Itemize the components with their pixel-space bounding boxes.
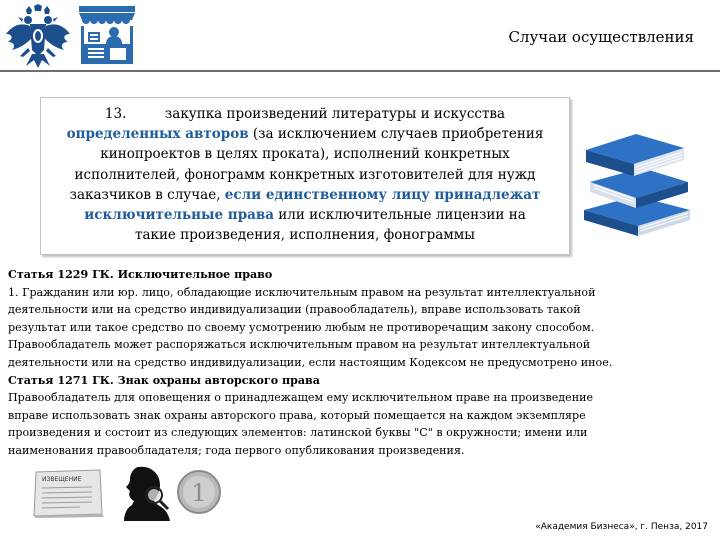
case-line-1: 13. закупка произведений литературы и искусства <box>41 104 569 124</box>
kiosk-icon <box>76 4 138 66</box>
person-silhouette-image <box>118 465 172 521</box>
coin-image <box>176 468 222 516</box>
article-1229-heading: Статья 1229 ГК. Исключительное право <box>8 268 273 281</box>
case-line-5: заказчиков в случае, если единственному лицу принадлежат <box>69 186 541 203</box>
coin-value: 1 <box>191 479 207 507</box>
case-line-4: исполнителей, фонограмм конкретных изготовителей для нужд <box>74 166 536 183</box>
article-1229-line: результат или такое средство по своему усмотрению любым не противоречащим закону способом. <box>8 320 595 334</box>
article-1271-line: вправе использовать знак охраны авторского права, который помещается на каждом экземпляре <box>8 408 586 422</box>
header-divider <box>0 70 720 72</box>
notice-label: ИЗВЕЩЕНИЕ <box>42 476 82 483</box>
case-box <box>40 97 570 255</box>
case-line-6: исключительные права или исключительные лицензии на <box>84 207 526 224</box>
case-line-7: такие произведения, исполнения, фонограммы <box>134 227 476 244</box>
books-icon <box>576 112 696 242</box>
highlight-exclusive-rights: если единственному лицу принадлежат <box>224 186 541 203</box>
article-1271-line: произведения и состоит из следующих элементов: латинской буквы "С" в окружности; имени или <box>8 426 588 440</box>
case-number: 13. <box>104 106 127 122</box>
highlight-specific-authors: определенных авторов <box>66 126 249 143</box>
highlight-exclusive-rights-2: исключительные права <box>84 207 275 224</box>
article-1229-line: 1. Гражданин или юр. лицо, обладающие исключительным правом на результат интеллектуальной <box>8 285 596 299</box>
footer-text: «Академия Бизнеса», г. Пенза, 2017 <box>535 522 708 532</box>
article-1229-line: деятельности или на средство индивидуализации, если настоящим Кодексом не предусмотрено иное. <box>8 355 613 369</box>
article-1271-line: наименования правообладателя; года первого опубликования произведения. <box>8 443 465 457</box>
article-1229-line: деятельности или на средство индивидуализации (правообладатель), вправе использовать такой <box>8 303 581 317</box>
article-1271-heading: Статья 1271 ГК. Знак охраны авторского права <box>8 373 320 387</box>
case-line-3: кинопроектов в целях проката), исполнений конкретных <box>100 146 510 163</box>
article-1229-line: Правообладатель может распоряжаться исключительным правом на результат интеллектуальной <box>8 338 591 352</box>
case-text <box>41 104 569 245</box>
header <box>0 0 720 72</box>
coat-of-arms-icon <box>4 4 72 70</box>
notice-document-image <box>30 468 106 518</box>
page-title: Случаи осуществления <box>508 28 694 46</box>
article-1271-line: Правообладатель для оповещения о принадлежащем ему исключительном праве на произведение <box>8 391 594 405</box>
articles <box>8 266 698 460</box>
case-line-2: определенных авторов (за исключением случаев приобретения <box>66 126 544 143</box>
